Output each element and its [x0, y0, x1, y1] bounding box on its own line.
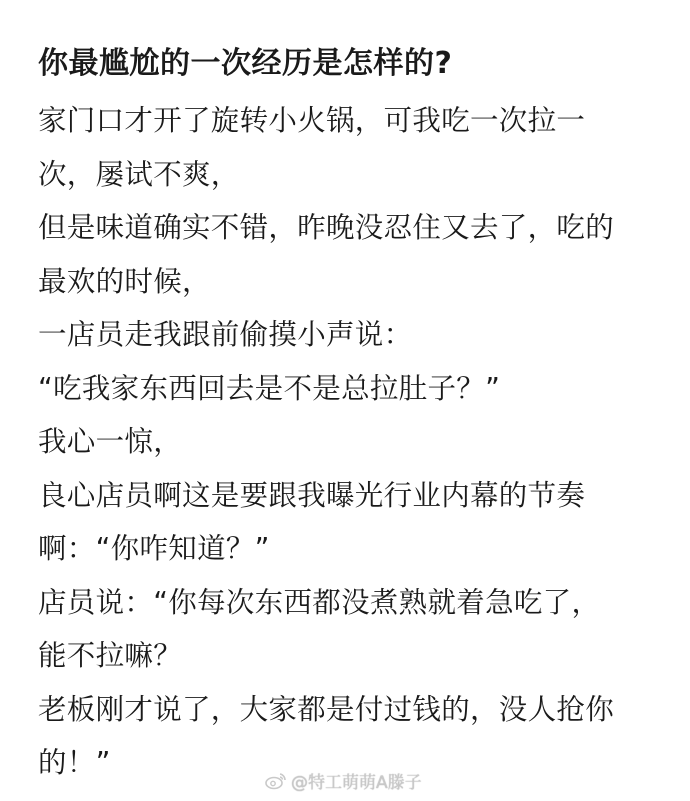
post-title: 你最尴尬的一次经历是怎样的?	[38, 46, 453, 81]
post-content	[38, 40, 658, 790]
post-line: “吃我家东西回去是不是总拉肚子？”	[38, 371, 501, 405]
post-line: 良心店员啊这是要跟我曝光行业内幕的节奏	[38, 478, 586, 512]
post-line: 能不拉嘛？	[38, 639, 183, 672]
post-line: 一店员走我跟前偷摸小声说：	[38, 318, 413, 351]
post-line: 我心一惊，	[38, 425, 183, 458]
weibo-icon	[265, 772, 287, 790]
post-line: 的！”	[38, 746, 111, 779]
post-line: 但是味道确实不错，昨晚没忍住又去了，吃的	[38, 211, 615, 244]
post-line: 老板刚才说了，大家都是付过钱的，没人抢你	[38, 692, 615, 726]
post-line: 啊：“你咋知道？”	[38, 532, 270, 565]
post-line: 次，屡试不爽，	[38, 157, 240, 191]
post-line: 家门口才开了旋转小火锅，可我吃一次拉一	[38, 104, 586, 137]
post-line: 最欢的时候，	[38, 264, 211, 298]
watermark-text: @特工萌萌A滕子	[291, 773, 422, 793]
post-line: 店员说：“你每次东西都没煮熟就着急吃了，	[38, 585, 601, 619]
watermark	[265, 768, 422, 793]
